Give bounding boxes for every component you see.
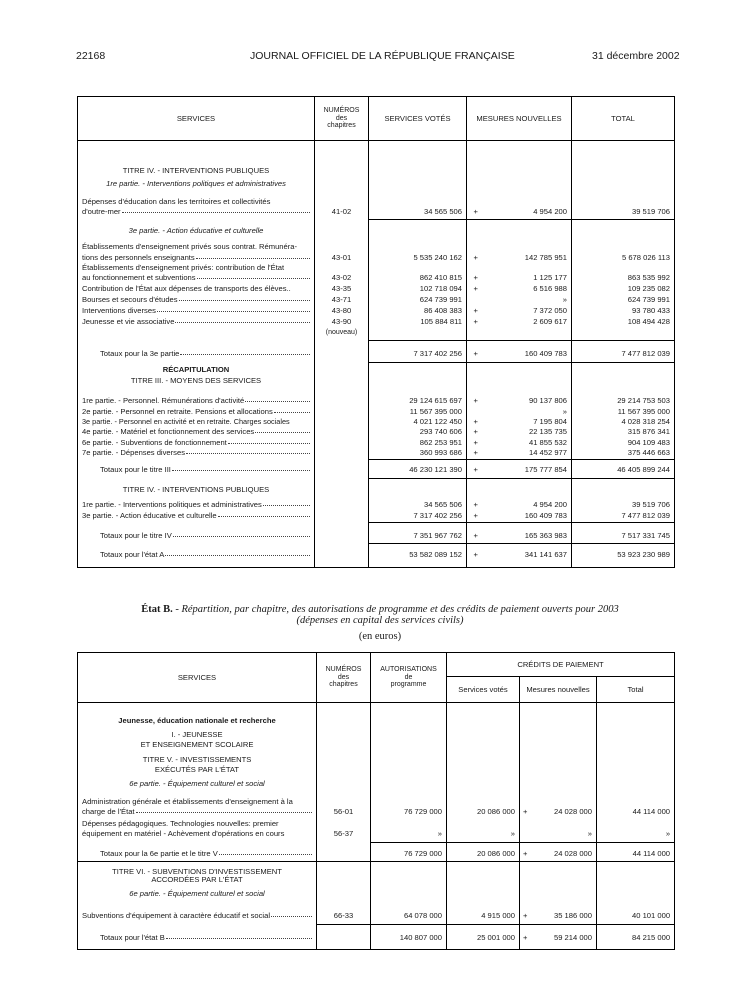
votes-cell: 4 021 122 450 — [369, 418, 467, 428]
table-row — [78, 397, 675, 408]
sign-cell: + — [467, 512, 485, 523]
mesures-cell: 24 028 000 — [531, 850, 597, 862]
totals-label: Totaux pour l'état A — [100, 549, 165, 559]
total-cell: 4 028 318 254 — [572, 418, 675, 428]
sign-cell: + — [523, 806, 528, 816]
chapitre-cell: 43-02 — [315, 274, 369, 285]
votes-cell: 5 535 240 162 — [369, 254, 467, 264]
row-label: d'outre-mer — [82, 206, 121, 216]
total-cell: 53 923 230 989 — [572, 551, 675, 568]
mesures-cell: 175 777 854 — [485, 466, 572, 479]
row-label: équipement en matériel - Achèvement d'opérations en cours — [78, 830, 317, 843]
votes-cell: 862 410 815 — [369, 274, 467, 285]
sign-cell: + — [473, 283, 478, 293]
titre-iii: TITRE III. - MOYENS DES SERVICES — [78, 377, 315, 397]
sign-cell: + — [467, 350, 485, 363]
total-cell: 29 214 753 503 — [572, 397, 675, 408]
mesures-cell: 160 409 783 — [485, 350, 572, 363]
chapitre-cell: 43-01 — [315, 254, 369, 264]
sign-cell: + — [520, 912, 531, 925]
sign-cell — [467, 408, 485, 418]
mesures-cell: 4 954 200 — [485, 208, 572, 220]
sign-cell: + — [473, 305, 478, 315]
recap-heading: RÉCAPITULATION — [78, 363, 315, 377]
row-label: Interventions diverses — [82, 305, 156, 315]
total-cell: 44 114 000 — [597, 850, 675, 862]
autor-cell: 140 807 000 — [371, 934, 447, 950]
totals-row — [78, 934, 675, 950]
col-chapitres: NUMÉROS des chapitres — [317, 653, 371, 703]
table-row — [78, 912, 675, 925]
votes-cell: 360 993 686 — [369, 449, 467, 460]
chapitre-cell: 41-02 — [315, 208, 369, 220]
table-row — [78, 439, 675, 449]
total-cell: 863 535 992 — [572, 274, 675, 285]
col-services-votes: SERVICES VOTÉS — [369, 97, 467, 141]
row-label: 7e partie. - Dépenses diverses — [82, 447, 185, 457]
total-cell: 39 519 706 — [572, 501, 675, 512]
chapitre-cell: 43-80 — [315, 307, 369, 318]
mesures-cell: 41 855 532 — [485, 439, 572, 449]
nouveau-note: (nouveau) — [315, 329, 369, 341]
col-total: Total — [597, 677, 675, 703]
etat-b-caption — [60, 604, 700, 642]
col-mesures-nouvelles: MESURES NOUVELLES — [467, 97, 572, 141]
total-cell: 11 567 395 000 — [572, 408, 675, 418]
mesures-cell: » — [531, 830, 597, 843]
sign-cell: + — [467, 208, 485, 220]
mesures-cell: 24 028 000 — [531, 808, 597, 820]
etat-b-subtitle: (dépenses en capital des services civils) — [296, 615, 464, 626]
sign-cell: + — [473, 416, 478, 426]
table-row — [78, 318, 675, 329]
row-label: charge de l'État — [82, 806, 135, 816]
votes-cell: 34 565 506 — [369, 501, 467, 512]
sub-heading: ET ENSEIGNEMENT SCOLAIRE — [78, 741, 317, 756]
partie-heading: 6e partie. - Équipement culturel et social — [78, 890, 317, 912]
col-services: SERVICES — [78, 97, 315, 141]
mesures-cell: 6 516 988 — [485, 285, 572, 296]
total-cell: 7 517 331 745 — [572, 532, 675, 544]
totals-label: Totaux pour l'état B — [100, 932, 165, 942]
sub-heading: I. - JEUNESSE — [78, 731, 317, 741]
total-cell: 93 780 433 — [572, 307, 675, 318]
mesures-cell: 35 186 000 — [531, 912, 597, 925]
sign-cell: + — [520, 934, 531, 950]
row-label: Établissements d'enseignement privés: contribution de l'État — [78, 264, 315, 274]
table-row — [78, 307, 675, 318]
votes-cell: 20 086 000 — [447, 850, 520, 862]
header-row — [78, 653, 675, 677]
votes-cell: 25 001 000 — [447, 934, 520, 950]
total-cell: 315 876 341 — [572, 428, 675, 439]
sign-cell: + — [467, 466, 485, 479]
total-cell: 84 215 000 — [597, 934, 675, 950]
total-cell: 108 494 428 — [572, 318, 675, 329]
titre-iv: TITRE IV. - INTERVENTIONS PUBLIQUES — [78, 167, 315, 180]
table-row — [78, 830, 675, 843]
votes-cell: 20 086 000 — [447, 808, 520, 820]
partie-heading: 6e partie. - Équipement culturel et social — [78, 780, 317, 798]
titre-v: TITRE V. - INVESTISSEMENTS — [78, 756, 317, 766]
mesures-cell: » — [485, 296, 572, 307]
totals-row — [78, 850, 675, 862]
votes-cell: 46 230 121 390 — [369, 466, 467, 479]
totals-label: Totaux pour la 6e partie et le titre V — [100, 848, 218, 858]
votes-cell: 102 718 094 — [369, 285, 467, 296]
chapitre-cell: 43-71 — [315, 296, 369, 307]
votes-cell: 7 351 967 762 — [369, 532, 467, 544]
sign-cell: + — [520, 850, 531, 862]
mesures-cell: 14 452 977 — [485, 449, 572, 460]
mesures-cell: 90 137 806 — [485, 397, 572, 408]
row-label: 1re partie. - Personnel. Rémunérations d'activité — [82, 395, 245, 405]
table-row — [78, 501, 675, 512]
votes-cell: 105 884 811 — [369, 318, 467, 329]
votes-cell: 7 317 402 256 — [369, 512, 467, 523]
sign-cell: + — [467, 449, 485, 460]
issue-date: 31 décembre 2002 — [592, 50, 680, 62]
row-label: 2e partie. - Personnel en retraite. Pensions et allocations — [82, 406, 273, 416]
table-row — [78, 296, 675, 307]
titre-iv-recap: TITRE IV. - INTERVENTIONS PUBLIQUES — [78, 479, 315, 501]
table-row — [78, 408, 675, 418]
total-cell: » — [597, 830, 675, 843]
mesures-cell: 1 125 177 — [485, 274, 572, 285]
mesures-cell: 142 785 951 — [485, 254, 572, 264]
etat-b-label: État B. — [141, 604, 173, 615]
etat-b-table — [77, 652, 675, 950]
row-label: Dépenses d'éducation dans les territoires et collectivités — [78, 198, 315, 208]
titre-vi: ACCORDÉES PAR L'ÉTAT — [78, 876, 317, 890]
sign-cell: + — [473, 272, 478, 282]
table-row — [78, 512, 675, 523]
sign-cell: + — [473, 437, 478, 447]
header-row — [78, 97, 675, 141]
totals-row — [78, 466, 675, 479]
col-credits-paiement: CRÉDITS DE PAIEMENT — [447, 653, 675, 677]
votes-cell: 29 124 615 697 — [369, 397, 467, 408]
row-label: 3e partie. - Action éducative et culturelle — [82, 510, 217, 520]
totals-row — [78, 551, 675, 568]
titre-v: EXÉCUTÉS PAR L'ÉTAT — [78, 766, 317, 780]
section-heading: Jeunesse, éducation nationale et recherche — [78, 717, 317, 731]
row-label: Dépenses pédagogiques. Technologies nouvelles: premier — [78, 820, 317, 830]
autor-cell: 76 729 000 — [371, 850, 447, 862]
row-label: 3e partie. - Personnel en activité et en retraite. Charges sociales — [78, 418, 315, 428]
sign-cell: + — [473, 395, 478, 405]
etat-b-title: - Répartition, par chapitre, des autorisations de programme et des crédits de paiement ouverts pour 2003 — [172, 604, 619, 615]
col-mesures-nouvelles: Mesures nouvelles — [520, 677, 597, 703]
partie-heading: 1re partie. - Interventions politiques et administratives — [78, 180, 315, 198]
row-label: Administration générale et établissements d'enseignement à la — [78, 798, 317, 808]
votes-cell: 624 739 991 — [369, 296, 467, 307]
journal-title: JOURNAL OFFICIEL DE LA RÉPUBLIQUE FRANÇAISE — [250, 50, 515, 62]
sign-cell: + — [473, 499, 478, 509]
total-cell: 7 477 812 039 — [572, 350, 675, 363]
autor-cell: » — [371, 830, 447, 843]
mesures-cell: 4 954 200 — [485, 501, 572, 512]
total-cell: 44 114 000 — [597, 808, 675, 820]
page-number: 22168 — [76, 50, 106, 62]
row-label: 4e partie. - Matériel et fonctionnement des services — [82, 426, 255, 436]
table-row — [78, 449, 675, 460]
votes-cell: » — [447, 830, 520, 843]
table-row — [78, 808, 675, 820]
votes-cell: 7 317 402 256 — [369, 350, 467, 363]
mesures-cell: 160 409 783 — [485, 512, 572, 523]
totals-label: Totaux pour le titre IV — [100, 530, 172, 540]
sign-cell: + — [473, 316, 478, 326]
row-label: 1re partie. - Interventions politiques et administratives — [82, 499, 262, 509]
totals-label: Totaux pour le titre III — [100, 464, 171, 474]
total-cell: 904 109 483 — [572, 439, 675, 449]
sign-cell: + — [467, 532, 485, 544]
total-cell: 624 739 991 — [572, 296, 675, 307]
chapitre-cell: 56-37 — [317, 830, 371, 843]
col-services: SERVICES — [78, 653, 317, 703]
chapitre-cell: 43-35 — [315, 285, 369, 296]
row-label: Établissements d'enseignement privés sous contrat. Rémunéra- — [78, 243, 315, 254]
total-cell: 5 678 026 113 — [572, 254, 675, 264]
row-label: Jeunesse et vie associative — [82, 316, 175, 326]
total-cell: 7 477 812 039 — [572, 512, 675, 523]
row-label: Bourses et secours d'études — [82, 294, 178, 304]
autor-cell: 64 078 000 — [371, 912, 447, 925]
row-label: Contribution de l'État aux dépenses de transports des élèves.. — [78, 285, 315, 296]
totals-row — [78, 350, 675, 363]
mesures-cell: 341 141 637 — [485, 551, 572, 568]
table-row — [78, 418, 675, 428]
total-cell: 375 446 663 — [572, 449, 675, 460]
col-autorisations: AUTORISATIONS de programme — [371, 653, 447, 703]
titre-vi: TITRE VI. - SUBVENTIONS D'INVESTISSEMENT — [78, 862, 317, 876]
etat-b-unit: (en euros) — [358, 631, 402, 642]
mesures-cell: 7 372 050 — [485, 307, 572, 318]
mesures-cell: 165 363 983 — [485, 532, 572, 544]
mesures-cell: » — [485, 408, 572, 418]
votes-cell: 293 740 606 — [369, 428, 467, 439]
totals-row — [78, 532, 675, 544]
votes-cell: 862 253 951 — [369, 439, 467, 449]
row-label: 6e partie. - Subventions de fonctionnement — [82, 437, 227, 447]
mesures-cell: 59 214 000 — [531, 934, 597, 950]
col-total: TOTAL — [572, 97, 675, 141]
row-label: au fonctionnement et subventions — [82, 272, 196, 282]
total-cell: 39 519 706 — [572, 208, 675, 220]
partie-heading: 3e partie. - Action éducative et culturelle — [78, 220, 315, 243]
totals-label: Totaux pour la 3e partie — [100, 348, 180, 358]
autor-cell: 76 729 000 — [371, 808, 447, 820]
table-row — [78, 285, 675, 296]
table-row — [78, 428, 675, 439]
mesures-cell: 2 609 617 — [485, 318, 572, 329]
sign-cell — [520, 830, 531, 843]
mesures-cell: 7 195 804 — [485, 418, 572, 428]
votes-cell: 11 567 395 000 — [369, 408, 467, 418]
chapitre-cell: 56-01 — [317, 808, 371, 820]
col-chapitres: NUMÉROS des chapitres — [315, 97, 369, 141]
row-label: Subventions d'équipement à caractère éducatif et social — [82, 910, 271, 920]
chapitre-cell: 66-33 — [317, 912, 371, 925]
total-cell: 40 101 000 — [597, 912, 675, 925]
sign-cell: + — [473, 426, 478, 436]
col-services-votes: Services votés — [447, 677, 520, 703]
sign-cell: + — [473, 252, 478, 262]
etat-a-table — [77, 96, 675, 568]
votes-cell: 86 408 383 — [369, 307, 467, 318]
row-label: tions des personnels enseignants — [82, 252, 195, 262]
votes-cell: 53 582 089 152 — [369, 551, 467, 568]
total-cell: 109 235 082 — [572, 285, 675, 296]
mesures-cell: 22 135 735 — [485, 428, 572, 439]
sign-cell — [467, 296, 485, 307]
total-cell: 46 405 899 244 — [572, 466, 675, 479]
votes-cell: 4 915 000 — [447, 912, 520, 925]
chapitre-cell: 43-90 — [315, 318, 369, 329]
votes-cell: 34 565 506 — [369, 208, 467, 220]
sign-cell: + — [467, 551, 485, 568]
